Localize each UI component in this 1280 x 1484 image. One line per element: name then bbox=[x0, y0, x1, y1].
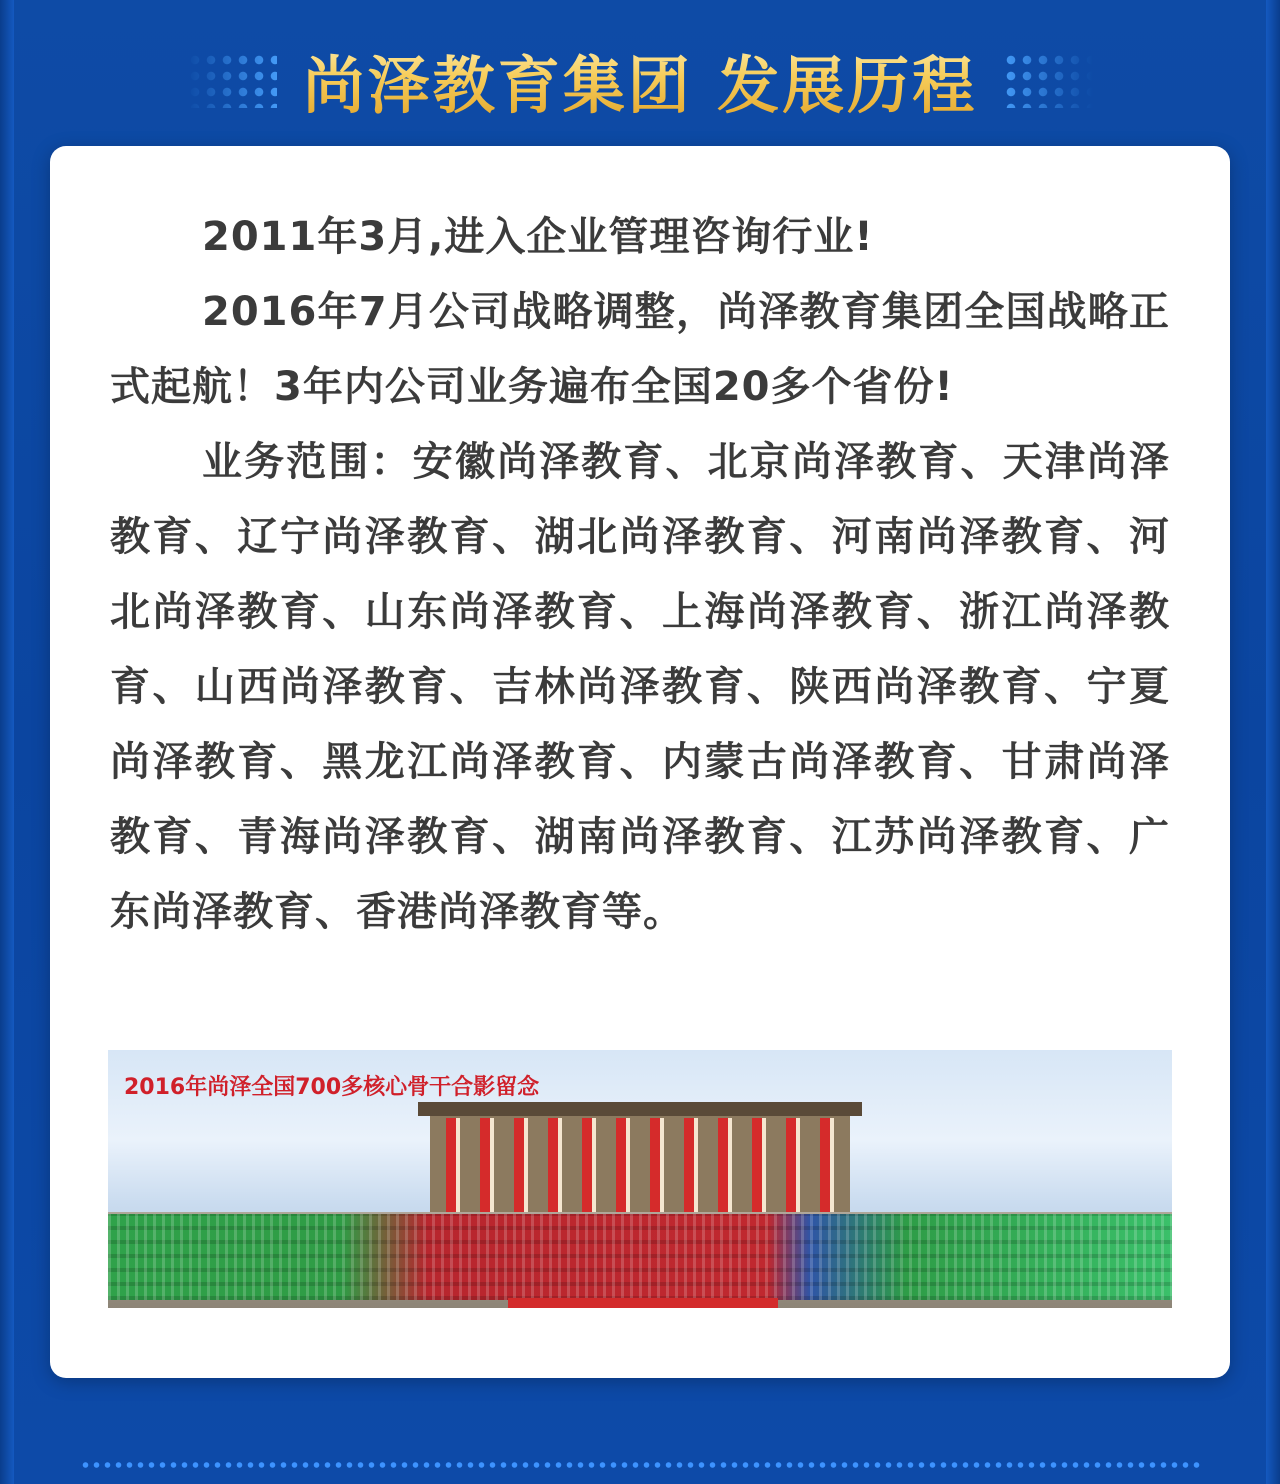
hall-roof bbox=[418, 1102, 862, 1116]
footer-dotted-line bbox=[80, 1462, 1200, 1468]
left-border-strip bbox=[0, 0, 14, 1484]
paragraph-business-scope: 业务范围：安徽尚泽教育、北京尚泽教育、天津尚泽教育、辽宁尚泽教育、湖北尚泽教育、河南尚泽教育、河北尚泽教育、山东尚泽教育、上海尚泽教育、浙江尚泽教育、山西尚泽教育、吉林尚泽教育、陕西尚泽教育、宁夏尚泽教育、黑龙江尚泽教育、内蒙古尚泽教育、甘肃尚泽教育、青海尚泽教育、湖南尚泽教育、江苏尚泽教育、广东尚泽教育、香港尚泽教育等。 bbox=[110, 439, 1170, 935]
hall-building bbox=[430, 1108, 850, 1228]
decorative-dots-left bbox=[187, 52, 277, 108]
page-header bbox=[0, 30, 1280, 130]
paragraph-2011: 2011年3月,进入企业管理咨询行业! bbox=[202, 214, 874, 260]
content-card bbox=[50, 146, 1230, 1378]
photo-caption: 2016年尚泽全国700多核心骨干合影留念 bbox=[124, 1075, 540, 1100]
group-photo bbox=[108, 1050, 1172, 1308]
page-title: 尚泽教育集团 发展历程 bbox=[303, 36, 978, 125]
right-border-strip bbox=[1266, 0, 1280, 1484]
photo-crowd bbox=[108, 1214, 1172, 1300]
paragraph-2016: 2016年7月公司战略调整，尚泽教育集团全国战略正式起航！3年内公司业务遍布全国20多个省份! bbox=[110, 289, 1170, 410]
decorative-dots-right bbox=[1003, 52, 1093, 108]
history-article bbox=[110, 200, 1170, 950]
red-carpet bbox=[508, 1298, 778, 1308]
